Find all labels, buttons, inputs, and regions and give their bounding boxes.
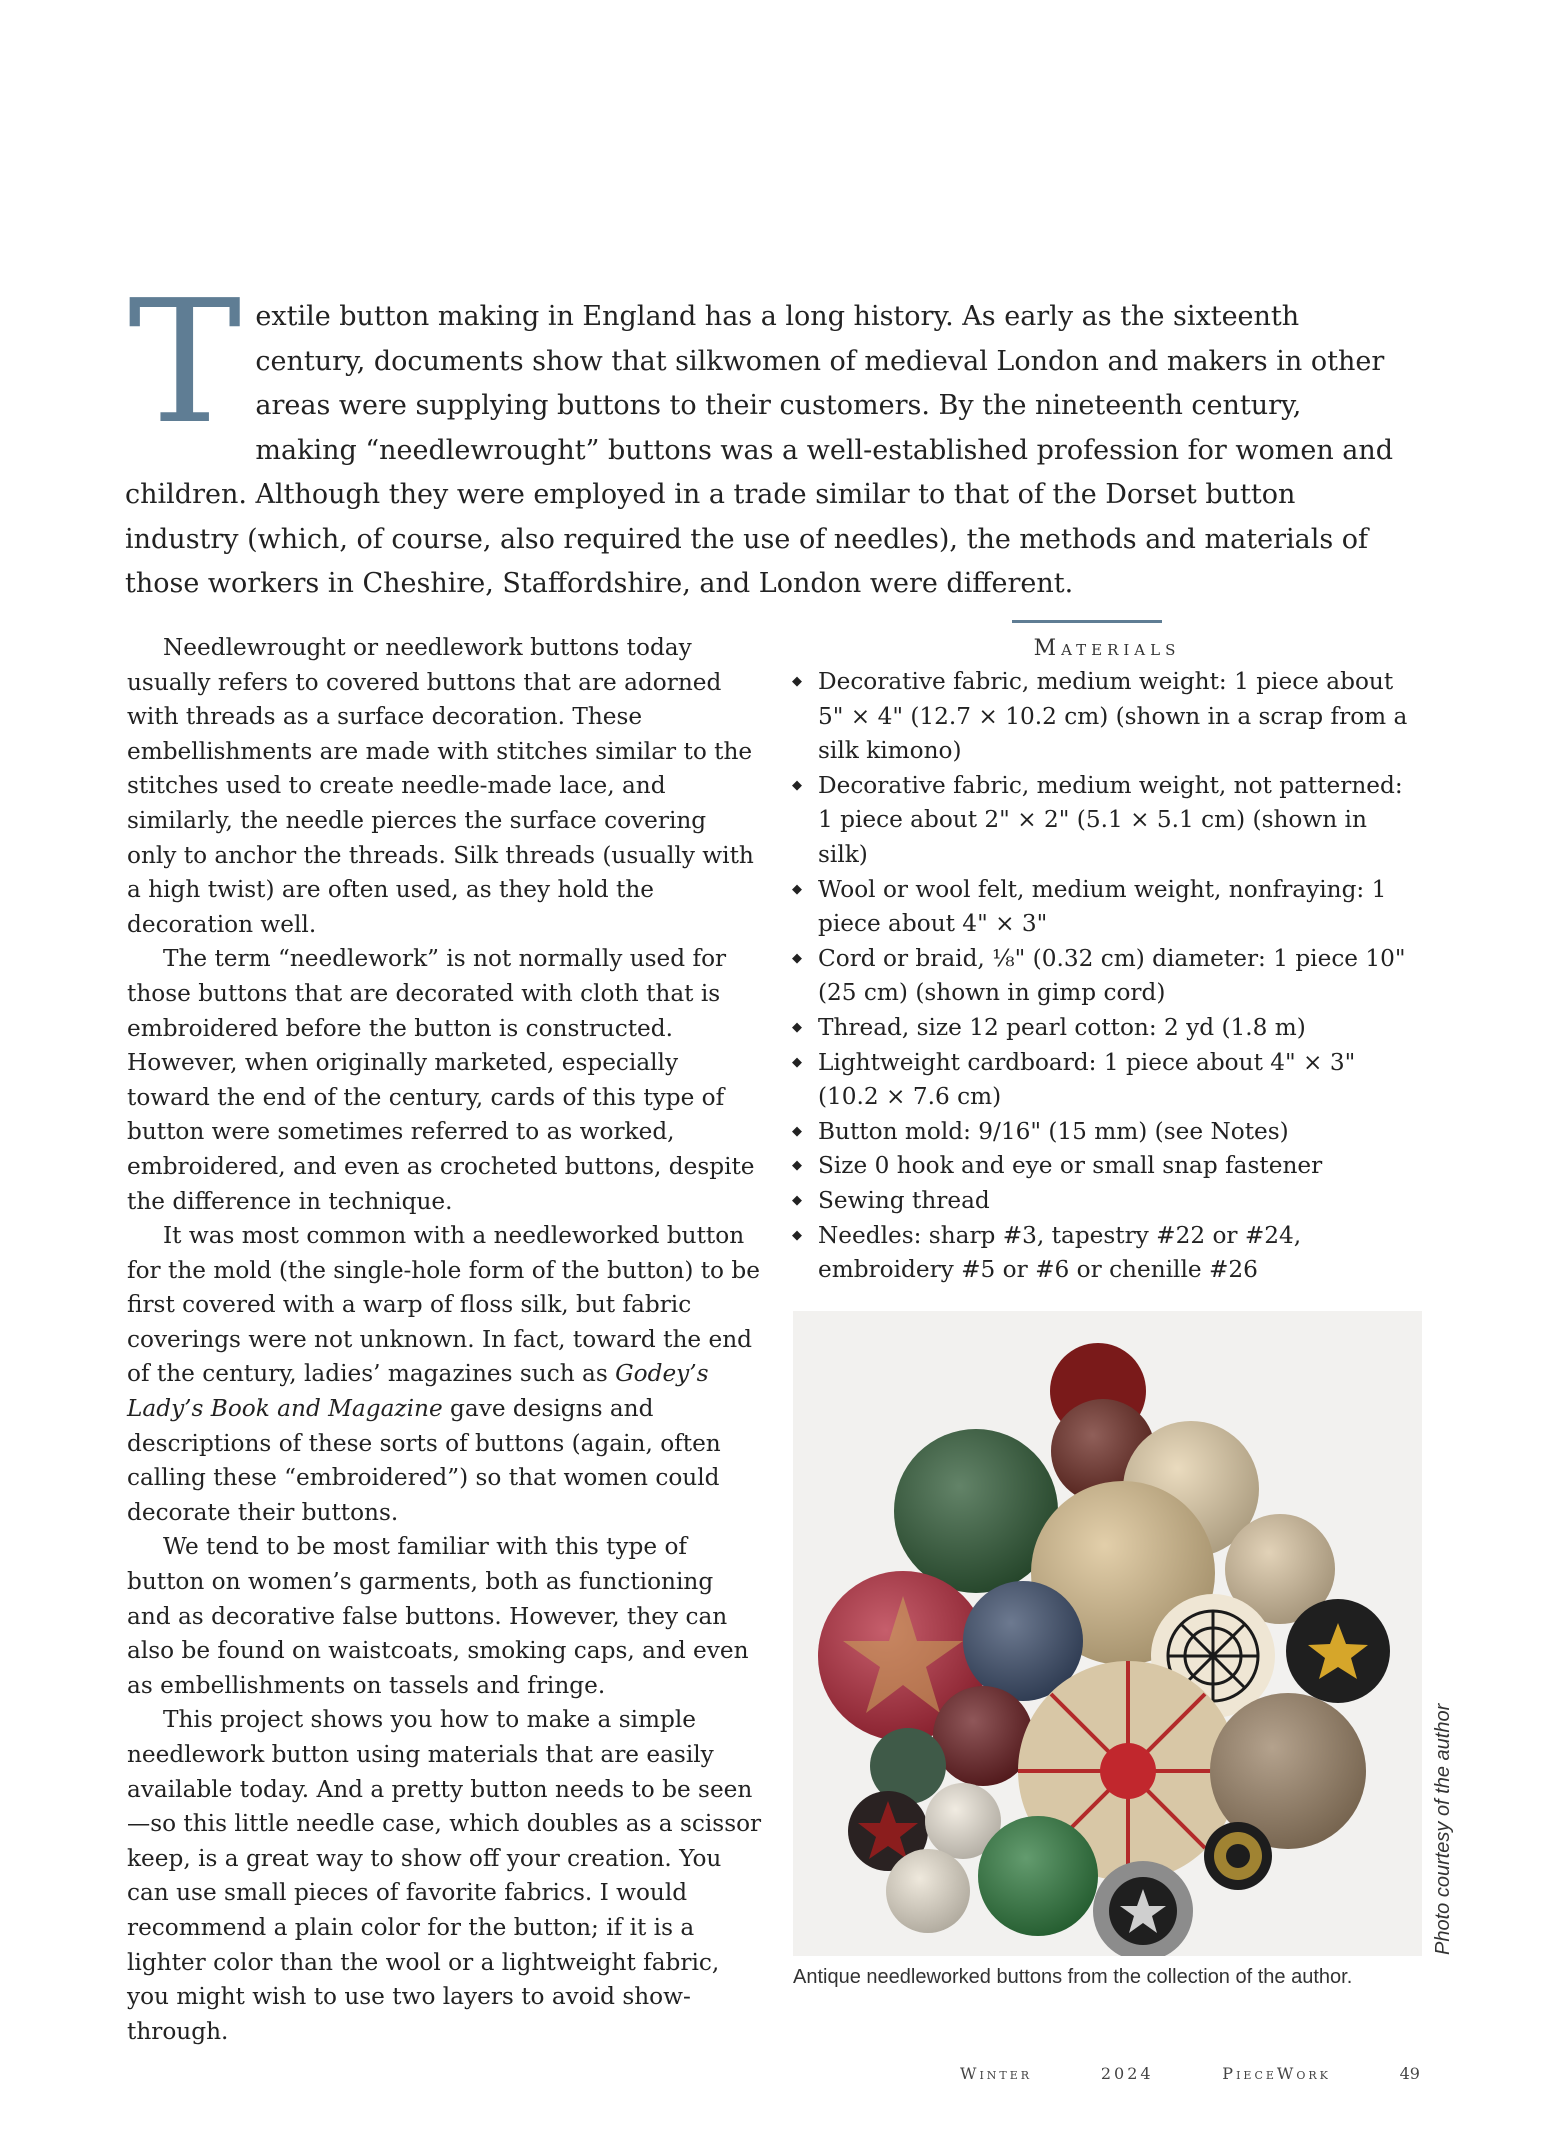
body-paragraph-3-start: It was most common with a needleworked button for the mold (the single-hole form of the button) to be first covered with a warp of floss silk, but fabric coverings were not unknown. In fact, toward the end of the century, ladies’ magazines such as — [127, 1222, 760, 1388]
body-paragraph-1: Needlewrought or needlework buttons today usually refers to covered buttons that are adorned with threads as a surface decoration. These embellishments are made with stitches similar to the stitches used to create needle-made lace, and similarly, the needle pierces the surface covering only to anchor the threads. Silk threads (usually with a high twist) are often used, as they hold the decoration well. — [127, 634, 754, 938]
materials-item: ◆ Cord or braid, ⅛" (0.32 cm) diameter: 1 piece 10" (25 cm) (shown in gimp cord) — [792, 942, 1422, 1011]
buttons-photo — [793, 1311, 1422, 1956]
page-number: 49 — [1399, 2064, 1420, 2083]
intro-text: extile button making in England has a long history. As early as the sixteenth century, documents show that silkwomen of medieval London and makers in other areas were supplying buttons to their customers. By the nineteenth century, making “needlewrought” buttons was a well-established profession for women and children. Although they were employed in a trade similar to that of the Dorset button industry (which, of course, also required the use of needles), the methods and materials of those workers in Cheshire, Staffordshire, and London were different. — [125, 301, 1394, 599]
body-paragraph-3 — [127, 1219, 762, 1530]
footer-season: Winter — [960, 2064, 1033, 2083]
materials-item: ◆ Button mold: 9/16" (15 mm) (see Notes) — [792, 1115, 1422, 1150]
materials-title: Materials — [1033, 636, 1181, 661]
photo-caption: Antique needleworked buttons from the collection of the author. — [793, 1966, 1353, 1988]
body-paragraph-5: This project shows you how to make a simple needlework button using materials that are easily available today. And a pretty button needs to be seen—so this little needle case, which doubles as a scissor keep, is a great way to show off your creation. You can use small pieces of favorite fabrics. I would recommend a plain color for the button; if it is a lighter color than the wool or a lightweight fabric, you might wish to use two layers to avoid show-through. — [127, 1706, 762, 2045]
body-paragraph-4: We tend to be most familiar with this type of button on women’s garments, both as functioning and as decorative false buttons. However, they can also be found on waistcoats, smoking caps, and even as embellishments on tassels and fringe. — [127, 1533, 749, 1699]
body-paragraph-3-end: gave designs and descriptions of these sorts of buttons (again, often calling these “embroidered”) so that women could decorate their buttons. — [127, 1395, 721, 1526]
materials-list — [792, 665, 1422, 1288]
intro-paragraph — [125, 264, 1405, 607]
magazine-title: Godey’s Lady’s Book and Magazine — [127, 1360, 709, 1423]
materials-item: ◆ Decorative fabric, medium weight: 1 piece about 5" × 4" (12.7 × 10.2 cm) (shown in a scrap from a silk kimono) — [792, 665, 1422, 769]
materials-item: ◆ Size 0 hook and eye or small snap fastener — [792, 1149, 1422, 1184]
photo-credit: Photo courtesy of the author — [1432, 1703, 1454, 1955]
body-column — [127, 631, 762, 2049]
drop-cap: T — [128, 264, 242, 462]
materials-item: ◆ Thread, size 12 pearl cotton: 2 yd (1.8 m) — [792, 1011, 1422, 1046]
page-footer — [960, 2064, 1420, 2083]
buttons-illustration — [793, 1311, 1422, 1956]
materials-item: ◆ Decorative fabric, medium weight, not patterned: 1 piece about 2" × 2" (5.1 × 5.1 cm) (shown in silk) — [792, 769, 1422, 873]
materials-item: ◆ Wool or wool felt, medium weight, nonfraying: 1 piece about 4" × 3" — [792, 873, 1422, 942]
footer-magazine: PieceWork — [1222, 2064, 1331, 2083]
materials-item: ◆ Sewing thread — [792, 1184, 1422, 1219]
body-paragraph-2: The term “needlework” is not normally used for those buttons that are decorated with cloth that is embroidered before the button is constructed. However, when originally marketed, especially toward the end of the century, cards of this type of button were sometimes referred to as worked, embroidered, and even as crocheted buttons, despite the difference in technique. — [127, 945, 755, 1215]
materials-rule — [1012, 620, 1162, 623]
materials-box — [792, 620, 1422, 1288]
materials-item: ◆ Lightweight cardboard: 1 piece about 4" × 3" (10.2 × 7.6 cm) — [792, 1046, 1422, 1115]
footer-year: 2024 — [1100, 2064, 1154, 2083]
materials-item: ◆ Needles: sharp #3, tapestry #22 or #24, embroidery #5 or #6 or chenille #26 — [792, 1219, 1422, 1288]
